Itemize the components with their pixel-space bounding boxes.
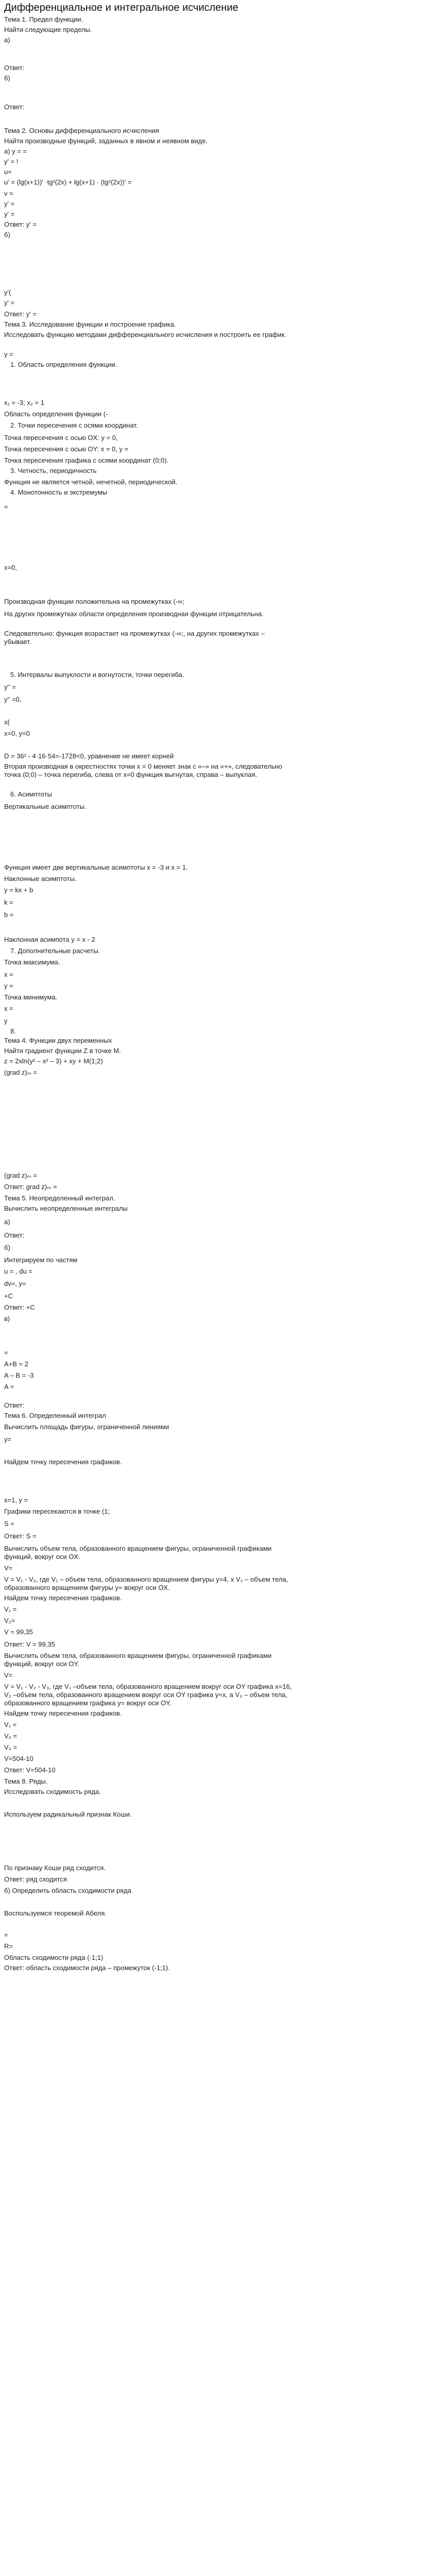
formula-line: D = 36² - 4·16·54=-1728<0, уравнение не имеет корней	[4, 752, 174, 760]
task-text: Вычислить объем тела, образованного вращением фигуры, ограниченной графиками функций, вокруг оси OX.	[4, 1545, 272, 1561]
section-heading: Тема 5. Неопределенный интеграл.	[4, 1194, 115, 1202]
text-line: Используем радикальный признак Коши.	[4, 1810, 132, 1818]
task-text: Исследовать сходимость ряда.	[4, 1788, 101, 1795]
formula-line: V=504-10	[4, 1755, 33, 1762]
formula-line: V=	[4, 1564, 13, 1572]
formula-line: y'' =0,	[4, 696, 22, 703]
subsection-heading: 7. Дополнительные расчеты.	[10, 947, 100, 955]
section-heading: Тема 1. Предел функции.	[4, 15, 83, 23]
formula-line: x₁ = -3; x₂ = 1	[4, 399, 45, 406]
text-line: Следовательно: функция возрастает на промежутках (-∞;, на других промежутках – убывает.	[4, 630, 265, 646]
text-line: Наклонные асимптоты.	[4, 875, 77, 883]
task-label: б)	[4, 231, 10, 239]
formula-line: V₁ =	[4, 1605, 17, 1613]
formula-line: S =	[4, 1520, 14, 1528]
task-text: Найти производные функций, заданных в явном и неявном виде.	[4, 137, 208, 145]
formula-line: x =	[4, 971, 13, 978]
text-line: Графики пересекаются в точке (1;	[4, 1507, 110, 1515]
formula-line: x=0,	[4, 564, 17, 571]
text-line: Функция не является четной, нечетной, периодической.	[4, 478, 178, 486]
text-line: Найдем точку пересечения графиков.	[4, 1709, 122, 1717]
section-heading: Тема 3. Исследование функции и построение графика.	[4, 320, 176, 328]
formula-line: x=0, y=0	[4, 730, 30, 737]
formula-line: y =	[4, 982, 13, 990]
answer-line: Ответ: y' =	[4, 310, 37, 318]
formula-line: V₁ =	[4, 1721, 17, 1728]
text-line: Вертикальные асимптоты.	[4, 803, 86, 810]
formula-line: dv=, y=	[4, 1280, 26, 1287]
task-label: б)	[4, 1244, 10, 1251]
formula-line: y=	[4, 1435, 12, 1443]
subsection-heading: 8.	[10, 1027, 16, 1035]
subsection-heading: 5. Интервалы выпуклости и вогнутости, точки перегиба.	[10, 671, 184, 679]
formula-line: A – B = -3	[4, 1371, 34, 1379]
formula-line: =	[4, 1349, 8, 1357]
formula-line: y = kx + b	[4, 886, 33, 894]
subsection-heading: 1. Область определения функции.	[10, 361, 117, 368]
formula-line: y'(	[4, 289, 11, 296]
answer-line: Ответ: S =	[4, 1532, 37, 1540]
text-line: Область определения функции (-	[4, 410, 108, 418]
task-label: б)	[4, 74, 10, 82]
text-line: Вторая производная в окрестностях точки x = 0 меняет знак с «–» на «+», следовательно точка (0;0) – точка перегиба, слева от x=0 функция выгнутая, справа – выпуклая.	[4, 762, 283, 778]
formula-line: y' =	[4, 210, 15, 218]
formula-line: (grad z)ₘ =	[4, 1069, 38, 1076]
formula-line: y' =	[4, 299, 15, 307]
formula-line: V₂ =	[4, 1732, 17, 1740]
formula-line: A =	[4, 1383, 14, 1391]
formula-line: y' =	[4, 200, 15, 208]
task-label: в)	[4, 1315, 10, 1323]
formula-line: =	[4, 503, 8, 511]
formula-line: z = 2xln(y² – x² – 3) + xy + M(1;2)	[4, 1057, 103, 1065]
formula-line: y =	[4, 350, 13, 358]
formula-line: u' = (lg(x+1))' ·tg²(2x) + lg(x+1) · (tg²(2x))' =	[4, 178, 132, 186]
document-title: Дифференциальное и интегральное исчисление	[4, 2, 238, 13]
answer-line: Ответ:	[4, 1401, 25, 1409]
formula-line: а) y = =	[4, 147, 27, 155]
answer-line: Ответ:	[4, 103, 25, 111]
text-line: Интегрируем по частям	[4, 1256, 78, 1264]
formula-line: V=	[4, 1671, 13, 1679]
answer-line: Ответ: ряд сходится	[4, 1875, 67, 1883]
section-heading: Тема 4. Функции двух переменных	[4, 1037, 112, 1044]
task-text: Найти градиент функции Z в точке M.	[4, 1047, 121, 1055]
text-line: V = V₁ - V₂ - V₃, где V₁ –объем тела, образованного вращением вокруг оси OY графика x=16, V₂ –объем тела, образованного вращением вокруг оси OY графика y=x, а V₃ – объем тела, образованного вращением графика y= вокруг оси OY.	[4, 1683, 292, 1707]
formula-line: y'' =	[4, 683, 16, 691]
text-line: Точка пересечения графика с осями координат (0;0).	[4, 456, 169, 464]
text-line: Точка минимума.	[4, 993, 58, 1001]
formula-line: u=	[4, 168, 12, 176]
answer-line: Ответ: grad z)ₘ =	[4, 1183, 57, 1191]
task-text: б) Определить область сходимости ряда	[4, 1887, 132, 1894]
formula-line: V₂=	[4, 1617, 15, 1624]
subsection-heading: 3. Четность, периодичность	[10, 467, 97, 474]
formula-line: x(	[4, 718, 10, 726]
task-label: а)	[4, 36, 10, 44]
subsection-heading: 2. Точки пересечения с осями координат.	[10, 421, 138, 429]
formula-line: V = 99,35	[4, 1628, 33, 1636]
section-heading: Тема 8. Ряды.	[4, 1777, 48, 1785]
task-text: Найти следующие пределы.	[4, 26, 92, 33]
subsection-heading: 4. Монотонность и экстремумы	[10, 488, 108, 496]
text-line: По признаку Коши ряд сходится.	[4, 1864, 106, 1872]
formula-line: v =	[4, 190, 13, 197]
formula-line: x=1, y =	[4, 1496, 28, 1504]
section-heading: Тема 6. Определенный интеграл	[4, 1412, 107, 1419]
answer-line: Ответ: V = 99,35	[4, 1640, 55, 1648]
answer-line: Ответ: +C	[4, 1303, 35, 1311]
task-text: Вычислить площадь фигуры, ограниченной линиями	[4, 1423, 169, 1431]
formula-line: u = , du =	[4, 1267, 32, 1275]
formula-line: +C	[4, 1292, 13, 1300]
text-line: Функция имеет две вертикальные асимптоты x = -3 и x = 1.	[4, 863, 188, 871]
formula-line: b =	[4, 911, 14, 919]
formula-line: y	[4, 1017, 8, 1025]
text-line: Точка пересечения с осью OX: y = 0,	[4, 434, 118, 442]
text-line: Воспользуемся теоремой Абеля.	[4, 1909, 107, 1917]
formula-line: =	[4, 1931, 8, 1939]
task-text: Вычислить объем тела, образованного вращением фигуры, ограниченной графиками функций, вокруг оси OY.	[4, 1652, 272, 1668]
text-line: Точка пересечения с осью OY: x = 0, y =	[4, 445, 129, 453]
subsection-heading: 6. Асимптоты	[10, 790, 52, 798]
formula-line: (grad z)ₘ =	[4, 1172, 38, 1179]
text-line: Точка максимума.	[4, 958, 60, 966]
answer-line: Ответ: V=504-10	[4, 1766, 56, 1774]
formula-line: y' = !	[4, 158, 19, 165]
text-line: На других промежутках области определения производная функции отрицательна.	[4, 610, 264, 618]
answer-line: Ответ: y' =	[4, 221, 37, 228]
formula-line: R=	[4, 1942, 13, 1950]
answer-line: Ответ:	[4, 64, 25, 72]
task-text: Вычислить неопределенные интегралы	[4, 1205, 128, 1212]
text-line: V = V₁ - V₂, где V₁ – объем тела, образованного вращением фигуры y=4, x V₂ – объем тела, образованного вращением фигуры y= вокруг оси OX.	[4, 1575, 288, 1591]
answer-line: Ответ: область сходимости ряда – промежуток (-1;1).	[4, 1964, 170, 1972]
text-line: Производная функции положительна на промежутках (-∞;	[4, 598, 185, 605]
formula-line: A+B = 2	[4, 1360, 28, 1368]
text-line: Найдем точку пересечения графиков.	[4, 1594, 122, 1602]
formula-line: V₃ =	[4, 1743, 18, 1751]
text-line: Наклонная асимпота y = x - 2	[4, 936, 95, 943]
text-line: Область сходимости ряда (-1;1)	[4, 1954, 103, 1961]
task-text: Исследовать функцию методами дифференциального исчисления и построить ее график.	[4, 331, 287, 338]
formula-line: x =	[4, 1005, 13, 1012]
text-line: Найдем точку пересечения графиков.	[4, 1458, 122, 1466]
formula-line: k =	[4, 899, 13, 906]
task-label: а)	[4, 1218, 10, 1226]
answer-line: Ответ:	[4, 1231, 25, 1239]
section-heading: Тема 2. Основы дифференциального исчисления	[4, 127, 160, 134]
